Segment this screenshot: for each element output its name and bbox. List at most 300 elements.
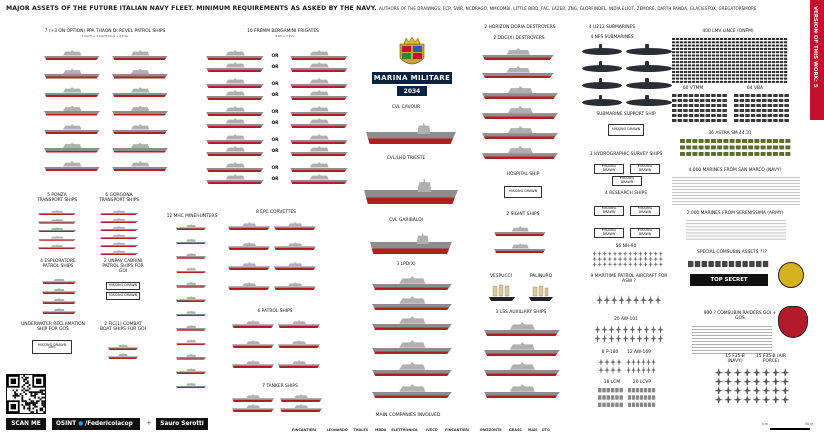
marine-navy-icon: [724, 201, 725, 202]
marine-navy-icon: [704, 198, 705, 199]
raider-icon: [736, 341, 737, 342]
raider-icon: [718, 347, 719, 348]
lcm-icon: [607, 403, 610, 407]
qr-module: [36, 393, 38, 395]
lince-icon: [696, 55, 699, 57]
marine-navy-icon: [676, 183, 677, 184]
qr-module: [32, 404, 34, 406]
raider-icon: [766, 347, 767, 348]
marine-navy-icon: [788, 183, 789, 184]
marine-navy-icon: [746, 186, 747, 187]
lince-icon: [760, 78, 763, 80]
f35b-af-aircraft: [752, 368, 790, 404]
raider-icon: [754, 335, 755, 336]
marine-army-icon: [700, 235, 701, 236]
nh90-icon: [613, 262, 618, 267]
raider-icon: [722, 332, 723, 333]
aw101-grid-svg: [594, 325, 664, 343]
raider-icon: [724, 347, 725, 348]
mpa-icon: [618, 295, 625, 304]
p180-icon: [598, 366, 603, 373]
marine-navy-icon: [676, 198, 677, 199]
mhc-ship-12: [176, 382, 206, 388]
nh90-icon: [592, 262, 597, 267]
label-aw101: 20 AW-101: [614, 317, 638, 322]
marine-navy-icon: [720, 192, 721, 193]
label-tanker: 7 TANKER SHIPS: [262, 384, 298, 389]
lince-icon: [704, 41, 707, 43]
marine-navy-icon: [698, 198, 699, 199]
marine-army-icon: [688, 235, 689, 236]
lince-icon: [716, 61, 719, 63]
label-subsupport: SUBMARINE SUPPORT SHIP: [596, 112, 656, 117]
lince-icon: [696, 81, 699, 83]
raider-icon: [692, 332, 693, 333]
marine-navy-icon: [732, 180, 733, 181]
lince-icon: [736, 61, 739, 63]
vtmm-icon: [706, 119, 710, 122]
marine-navy-icon: [794, 192, 795, 193]
qr-module: [21, 377, 23, 379]
label-epc: 8 EPC CORVETTES: [255, 210, 297, 215]
marine-navy-icon: [690, 201, 691, 202]
qr-module: [41, 409, 43, 411]
raider-icon: [704, 335, 705, 336]
marine-army-icon: [766, 232, 767, 233]
marine-army-icon: [778, 229, 779, 230]
marine-navy-icon: [686, 183, 687, 184]
marine-navy-icon: [748, 195, 749, 196]
lince-icon: [716, 48, 719, 50]
marine-navy-icon: [688, 198, 689, 199]
marine-navy-icon: [750, 186, 751, 187]
marine-navy-icon: [714, 189, 715, 190]
raider-icon: [704, 341, 705, 342]
lince-icon: [692, 71, 695, 73]
marine-navy-icon: [708, 192, 709, 193]
lince-icon: [768, 41, 771, 43]
lince-icon: [704, 68, 707, 70]
raider-icon: [724, 329, 725, 330]
marine-navy-icon: [714, 183, 715, 184]
marine-navy-icon: [694, 198, 695, 199]
marine-navy-icon: [736, 198, 737, 199]
marine-army-icon: [696, 223, 697, 224]
marine-navy-icon: [724, 180, 725, 181]
marine-army-icon: [704, 229, 705, 230]
vba-icon: [762, 114, 766, 117]
marine-navy-icon: [708, 195, 709, 196]
company-logo-3: THALES: [353, 428, 369, 432]
raider-icon: [760, 332, 761, 333]
vba-icon: [768, 114, 772, 117]
raider-icon: [700, 332, 701, 333]
marine-navy-icon: [776, 201, 777, 202]
marine-army-icon: [716, 229, 717, 230]
lince-icon: [708, 81, 711, 83]
qr-module: [23, 400, 25, 402]
lpdx-ship-6: [372, 384, 452, 398]
marine-navy-icon: [786, 177, 787, 178]
raider-icon: [732, 344, 733, 345]
vtmm-icon: [711, 99, 715, 102]
label-hospital: HOSPITAL SHIP: [506, 172, 540, 177]
raider-icon: [698, 350, 699, 351]
lince-icon: [700, 61, 703, 63]
nh90-icon: [608, 251, 613, 256]
lince-icon: [732, 58, 735, 60]
marine-navy-icon: [780, 189, 781, 190]
marine-navy-icon: [710, 189, 711, 190]
nh90-icon: [602, 256, 607, 261]
marine-navy-icon: [776, 183, 777, 184]
raider-icon: [734, 350, 735, 351]
marine-navy-icon: [766, 201, 767, 202]
lince-icon: [764, 48, 767, 50]
raider-icon: [702, 347, 703, 348]
raider-icon: [710, 350, 711, 351]
marine-army-icon: [756, 239, 757, 240]
raider-icon: [748, 350, 749, 351]
qr-module: [41, 389, 43, 391]
mpa-icon: [626, 295, 633, 304]
marine-army-icon: [728, 229, 729, 230]
raider-icon: [708, 350, 709, 351]
marine-army-icon: [770, 235, 771, 236]
marine-navy-icon: [686, 201, 687, 202]
marine-navy-icon: [696, 183, 697, 184]
label-lince: 400 LMV LINCE (ONFM): [702, 29, 754, 34]
vba-icon: [779, 109, 783, 112]
nh90-icon: [633, 262, 638, 267]
marine-army-icon: [702, 229, 703, 230]
nh90-helicopters: [592, 251, 664, 267]
twitter-handle-box[interactable]: OSINT ● /Federicolacop: [52, 418, 140, 430]
marine-army-icon: [752, 229, 753, 230]
marine-navy-icon: [764, 201, 765, 202]
p180-grid-svg: [598, 358, 622, 374]
lince-icon: [700, 74, 703, 76]
marine-army-icon: [708, 239, 709, 240]
lince-icon: [692, 81, 695, 83]
marine-navy-icon: [690, 204, 691, 205]
nh90-icon: [623, 256, 628, 261]
marine-navy-icon: [744, 180, 745, 181]
marine-army-icon: [704, 223, 705, 224]
label-nh90: 56 NH-90: [615, 244, 637, 249]
raider-icon: [748, 344, 749, 345]
marine-navy-icon: [796, 198, 797, 199]
marine-navy-icon: [754, 201, 755, 202]
marine-navy-icon: [718, 189, 719, 190]
qr-module: [29, 384, 31, 386]
aw169-icon: [636, 366, 641, 373]
raider-icon: [750, 326, 751, 327]
fremm-or-5: OR: [271, 110, 279, 115]
lince-icon: [784, 58, 787, 60]
marine-navy-icon: [750, 180, 751, 181]
astra-icon: [692, 139, 697, 143]
lince-icon: [744, 51, 747, 53]
marine-navy-icon: [708, 177, 709, 178]
raider-icon: [752, 350, 753, 351]
raider-icon: [696, 338, 697, 339]
raider-icon: [704, 350, 705, 351]
lince-icon: [740, 51, 743, 53]
marine-navy-icon: [768, 198, 769, 199]
lince-icon: [776, 51, 779, 53]
lince-icon: [672, 64, 675, 66]
marine-army-icon: [736, 220, 737, 221]
lince-icon: [780, 45, 783, 47]
marine-navy-icon: [698, 180, 699, 181]
lince-icon: [720, 45, 723, 47]
lince-icon: [692, 41, 695, 43]
lince-icon: [768, 68, 771, 70]
raider-icon: [768, 329, 769, 330]
marine-navy-icon: [704, 180, 705, 181]
marine-navy-icon: [706, 177, 707, 178]
marine-army-icon: [694, 229, 695, 230]
label-companies: MAIN COMPANIES INVOLVED: [375, 413, 441, 418]
research-missing-box-1: MISSING DRAWN: [594, 206, 624, 216]
label-u212: 4 U212 SUBMARINES: [588, 25, 636, 30]
marine-navy-icon: [706, 198, 707, 199]
marine-navy-icon: [682, 204, 683, 205]
marine-navy-icon: [764, 180, 765, 181]
special-asset-icon: [749, 261, 754, 267]
lince-icon: [752, 58, 755, 60]
marine-army-icon: [760, 223, 761, 224]
qr-code-icon[interactable]: [6, 374, 46, 414]
qr-module: [32, 400, 34, 402]
fremm-ship-d-1: [290, 62, 348, 72]
fremm-or-2: OR: [271, 65, 279, 70]
raider-icon: [698, 338, 699, 339]
marine-army-icon: [754, 220, 755, 221]
marine-army-icon: [740, 232, 741, 233]
marine-navy-icon: [794, 183, 795, 184]
marine-navy-icon: [786, 189, 787, 190]
label-marines-navy: 4.000 MARINES FROM SAN MARCO (NAVY): [688, 168, 782, 173]
marine-navy-icon: [708, 201, 709, 202]
marine-navy-icon: [704, 195, 705, 196]
marine-army-icon: [758, 239, 759, 240]
marine-navy-icon: [778, 183, 779, 184]
marine-navy-icon: [780, 204, 781, 205]
lince-icon: [768, 74, 771, 76]
hydro-missing-box-1: MISSING DRAWN: [594, 164, 624, 174]
astra-icon: [748, 146, 753, 150]
marine-army-icon: [750, 229, 751, 230]
marine-navy-icon: [798, 189, 799, 190]
raider-icon: [722, 326, 723, 327]
marine-navy-icon: [700, 198, 701, 199]
vtmm-vehicles: [672, 94, 728, 124]
vtmm-icon: [683, 109, 687, 112]
lince-icon: [716, 68, 719, 70]
marine-navy-icon: [718, 195, 719, 196]
marine-army-icon: [752, 232, 753, 233]
raider-icon: [766, 338, 767, 339]
marine-navy-icon: [754, 186, 755, 187]
astra-icon: [680, 146, 685, 150]
thaon-ship-7: [44, 106, 100, 116]
marine-navy-icon: [768, 204, 769, 205]
marine-navy-icon: [796, 192, 797, 193]
marine-navy-icon: [728, 192, 729, 193]
f35b-navy-icon: [743, 386, 752, 394]
marine-navy-grid-svg: [672, 176, 800, 206]
marine-navy-icon: [692, 189, 693, 190]
marine-army-icon: [688, 239, 689, 240]
lince-icon: [756, 74, 759, 76]
marine-army-icon: [706, 229, 707, 230]
marine-navy-icon: [712, 204, 713, 205]
marine-army-icon: [702, 232, 703, 233]
raider-icon: [700, 353, 701, 354]
astra-icon: [686, 146, 691, 150]
marine-navy-icon: [728, 183, 729, 184]
marine-army-icon: [758, 232, 759, 233]
f35b-navy-icon: [733, 377, 742, 385]
raider-icon: [694, 344, 695, 345]
marine-navy-icon: [678, 198, 679, 199]
marine-navy-icon: [688, 201, 689, 202]
marine-army-icon: [712, 232, 713, 233]
raider-icon: [764, 347, 765, 348]
raider-icon: [738, 347, 739, 348]
navy-coat-of-arms: [396, 36, 428, 70]
raider-icon: [732, 332, 733, 333]
raider-icon: [694, 326, 695, 327]
marine-army-icon: [714, 223, 715, 224]
raider-icon: [762, 344, 763, 345]
marine-army-icon: [782, 229, 783, 230]
marine-navy-icon: [778, 204, 779, 205]
lince-icon: [736, 58, 739, 60]
raider-icon: [712, 344, 713, 345]
nh90-icon: [638, 256, 643, 261]
raider-icon: [740, 326, 741, 327]
lince-icon: [752, 55, 755, 57]
raider-icon: [718, 335, 719, 336]
marine-army-icon: [714, 239, 715, 240]
mpa-icon: [647, 295, 654, 304]
qr-module: [40, 399, 42, 401]
qr-module: [41, 397, 43, 399]
lince-icon: [740, 45, 743, 47]
lpdx-ship-2: [372, 296, 452, 310]
vtmm-icon: [706, 109, 710, 112]
raider-icon: [706, 353, 707, 354]
marine-navy-icon: [784, 195, 785, 196]
special-asset-icon: [742, 261, 747, 267]
marine-navy-icon: [758, 177, 759, 178]
lince-icon: [760, 51, 763, 53]
qr-module: [43, 389, 45, 391]
marine-army-icon: [778, 223, 779, 224]
marine-navy-icon: [782, 198, 783, 199]
marine-navy-icon: [780, 183, 781, 184]
label-fic: 2 FIC(1) COMBAT BOAT SHIPS FOR GOI: [100, 322, 146, 333]
lince-icon: [704, 71, 707, 73]
marine-army-icon: [690, 229, 691, 230]
mhc-ship-9: [176, 339, 206, 345]
vtmm-icon: [678, 119, 682, 122]
lince-icon: [676, 71, 679, 73]
lince-icon: [720, 64, 723, 66]
marine-navy-icon: [708, 198, 709, 199]
twitter-bird-icon: ●: [78, 421, 84, 427]
marine-navy-icon: [756, 189, 757, 190]
qr-module: [14, 395, 16, 397]
raider-icon: [746, 329, 747, 330]
lcm-icon: [598, 403, 601, 407]
lince-icon: [728, 48, 731, 50]
qr-module: [18, 395, 20, 397]
raider-icon: [734, 347, 735, 348]
fremm-ship-a-4: [206, 134, 264, 144]
marine-navy-icon: [752, 192, 753, 193]
raider-icon: [762, 326, 763, 327]
marine-army-icon: [754, 229, 755, 230]
lince-icon: [692, 64, 695, 66]
marine-army-icon: [766, 235, 767, 236]
fremm-ship-c-5: [206, 174, 264, 184]
qr-module: [31, 395, 33, 397]
lince-icon: [700, 48, 703, 50]
marine-navy-icon: [770, 183, 771, 184]
marine-navy-icon: [788, 186, 789, 187]
vtmm-icon: [672, 104, 676, 107]
marine-navy-icon: [750, 192, 751, 193]
marine-navy-icon: [678, 192, 679, 193]
marine-navy-icon: [776, 195, 777, 196]
lince-icon: [696, 71, 699, 73]
lince-icon: [748, 55, 751, 57]
marine-navy-icon: [734, 177, 735, 178]
lince-icon: [780, 74, 783, 76]
marine-army-icon: [696, 229, 697, 230]
marine-navy-icon: [768, 195, 769, 196]
marine-navy-icon: [758, 186, 759, 187]
lince-icon: [784, 71, 787, 73]
raider-icon: [716, 347, 717, 348]
raider-icon: [756, 338, 757, 339]
marine-navy-icon: [724, 204, 725, 205]
marine-navy-icon: [756, 192, 757, 193]
marine-navy-icon: [730, 204, 731, 205]
qr-module: [27, 389, 29, 391]
raider-icon: [764, 326, 765, 327]
raider-icon: [732, 350, 733, 351]
lince-icon: [688, 81, 691, 83]
lince-icon: [704, 74, 707, 76]
marine-navy-icon: [736, 189, 737, 190]
raider-icon: [698, 326, 699, 327]
marine-army-icon: [694, 239, 695, 240]
p180-icon: [616, 366, 621, 373]
vtmm-icon: [722, 99, 726, 102]
marine-navy-icon: [752, 195, 753, 196]
marine-navy-icon: [792, 204, 793, 205]
marine-navy-icon: [764, 195, 765, 196]
gorgona-ship-6: [100, 250, 138, 255]
marine-army-icon: [716, 235, 717, 236]
garibaldi-ship: [370, 232, 452, 254]
marine-navy-icon: [682, 195, 683, 196]
